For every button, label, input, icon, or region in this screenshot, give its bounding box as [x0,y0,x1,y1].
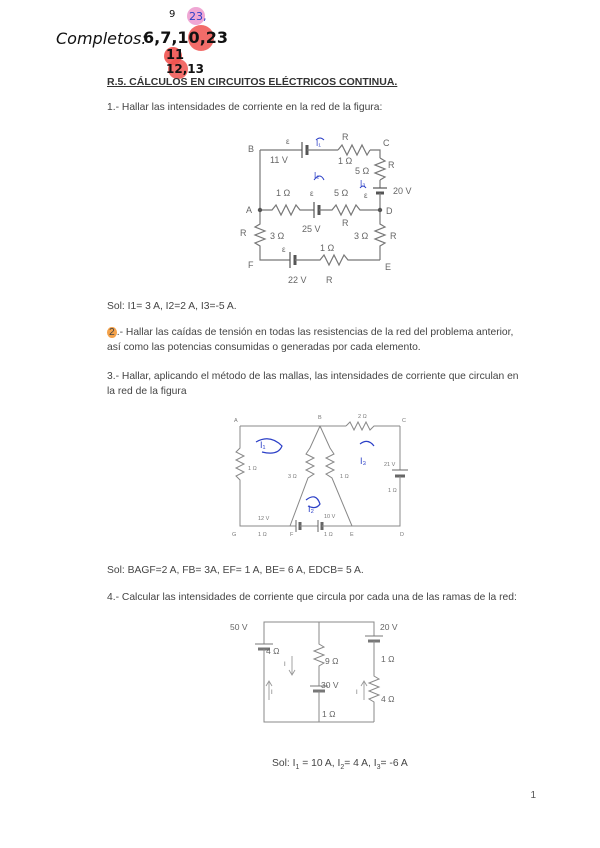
label-e2: ε [310,189,314,198]
annotation-prefix: Completos: [56,29,147,48]
label-1ohm-mid: 1 Ω [322,709,336,719]
label-1ohm-d: 1 Ω [388,488,397,494]
node-C: C [383,138,390,148]
hand-i3: I₃ [360,179,366,188]
label-11v: 11 V [270,155,288,165]
label-r-right: R [390,231,397,241]
label-20v: 20 V [393,186,412,196]
label-e1: ε [286,137,290,146]
figure-3-circuit [228,408,408,544]
node-G: G [232,532,237,538]
label-22v: 22 V [288,275,307,285]
page-number: 1 [530,790,536,801]
problem-4-solution [272,758,408,771]
hand-i2: I₂ [308,504,314,514]
label-1ohm-right: 1 Ω [381,654,395,664]
label-r-botv: 1 Ω [320,243,335,253]
problem-3-solution: Sol: BAGF=2 A, FB= 3A, EF= 1 A, BE= 6 A, EDCB= 5 A. [107,565,364,576]
label-1ohm-left: 1 Ω [248,466,257,472]
sol-i2: $I_2= 4$ A, [337,758,374,772]
label-mid2v: 5 Ω [334,188,349,198]
label-i-right: I [356,690,358,696]
section-title: R.5. CÁLCULOS EN CIRCUITOS ELÉCTRICOS CONTINUA. [107,76,398,88]
annotation-top-small: 9 [169,9,176,20]
label-4ohm-left: 4 Ω [266,646,280,656]
problem-1-text: 1.- Hallar las intensidades de corriente en la red de la figura: [107,102,383,113]
label-50v: 50 V [230,622,248,632]
label-21v: 21 V [384,462,396,468]
problem-2-body: .- Hallar las caídas de tensión en todas las resistencias de la red del problema anterior, así como las potencias consumidas o generadas por cada elemento. [107,327,514,353]
node-B: B [318,415,322,421]
label-mid2: R [342,218,349,228]
annotation-numbers: 6,7,10,23 [143,28,229,47]
annotation-circled-11: 11 [166,48,185,63]
label-e3: ε [364,191,368,200]
figure-4-circuit [224,614,414,734]
label-10v: 10 V [324,514,336,520]
annotation-top-circled: 23, [189,10,207,23]
label-1ohm-be: 1 Ω [340,474,349,480]
hand-i1: I₁ [260,440,266,450]
hand-i1: I₁ [316,139,321,148]
label-r1v: 1 Ω [338,156,353,166]
label-mid1v: 1 Ω [276,188,291,198]
hand-i3: I₃ [360,456,367,466]
problem-1-solution: Sol: I1= 3 A, I2=2 A, I3=-5 A. [107,301,237,312]
node-E: E [350,532,354,538]
node-F: F [290,532,294,538]
label-30v: 30 V [321,680,339,690]
label-12v: 12 V [258,516,270,522]
problem-2-number: 2 [109,327,115,338]
label-r-left: R [240,228,247,238]
label-20v: 20 V [380,622,398,632]
sol-prefix: Sol: [272,758,293,769]
label-i-left: I [271,690,273,696]
label-9ohm: 9 Ω [325,656,339,666]
label-i-mid: I [284,662,286,668]
label-r2v: 5 Ω [355,166,370,176]
node-C: C [402,418,406,424]
label-2ohm: 2 Ω [358,414,367,420]
sol-i3: $I_3= -6$ A [373,758,408,772]
label-25v: 25 V [302,224,321,234]
label-3ohm: 3 Ω [288,474,297,480]
label-r-leftv: 3 Ω [270,231,285,241]
label-4ohm-right: 4 Ω [381,694,395,704]
label-r1: R [342,132,349,142]
figure-1-circuit [230,128,430,290]
label-r-bot: R [326,275,333,285]
problem-3-text: 3.- Hallar, aplicando el método de las mallas, las intensidades de corriente que circulan en la red de la figura [107,371,519,397]
problem-2-text [107,325,527,355]
problem-4-text: 4.- Calcular las intensidades de corriente que circula por cada una de las ramas de la red: [107,592,517,603]
label-1ohm-gf: 1 Ω [258,532,267,538]
label-e4: ε [282,245,286,254]
label-1ohm-fe: 1 Ω [324,532,333,538]
annotation-circled-12: 12,13 [166,62,204,76]
label-r-rightv: 3 Ω [354,231,369,241]
node-D: D [386,206,393,216]
label-r2: R [388,160,395,170]
node-E: E [385,262,392,272]
sol-i1: $I_1 = 10$ A, [292,758,338,772]
node-B: B [248,144,255,154]
handwritten-annotation [0,0,600,80]
node-A: A [234,418,238,424]
node-A: A [246,205,253,215]
hand-i2: I₂ [314,171,320,180]
node-F: F [248,260,254,270]
node-D: D [400,532,404,538]
